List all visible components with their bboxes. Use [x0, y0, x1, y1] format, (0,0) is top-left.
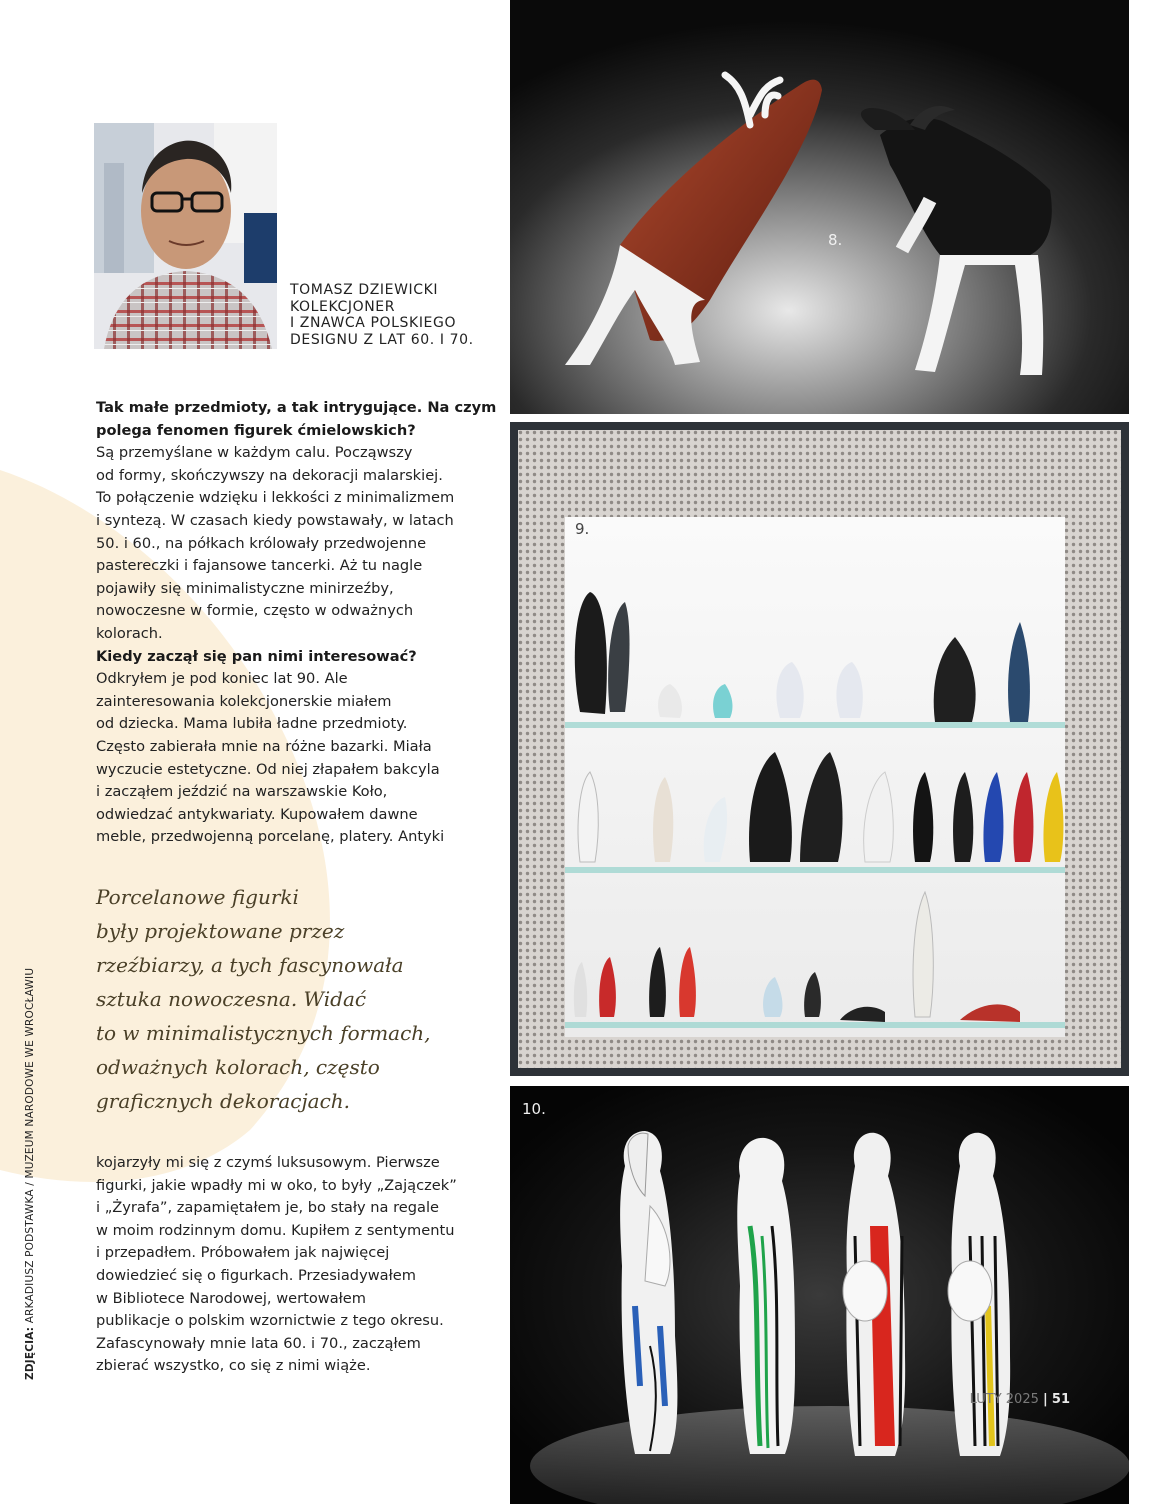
- body-line: Często zabierała mnie na różne bazarki. Miała: [96, 737, 432, 755]
- body-line: meble, przedwojenną porcelanę, platery. Antyki: [96, 828, 445, 846]
- photo-four-women-figurines: [510, 1086, 1129, 1504]
- collector-portrait-photo: [94, 123, 277, 349]
- body-line: nowoczesne w formie, często w odważnych: [96, 602, 414, 620]
- body-line: wyczucie estetyczne. Od niej złapałem bakcyla: [96, 760, 440, 778]
- body-line: 50. i 60., na półkach królowały przedwojenne: [96, 534, 427, 552]
- body-line: Odkryłem je pod koniec lat 90. Ale: [96, 670, 348, 688]
- caption-line: KOLEKCJONER: [290, 298, 396, 315]
- page-number: 51: [1051, 1392, 1070, 1407]
- body-line: i zacząłem jeździć na warszawskie Koło,: [96, 783, 388, 801]
- body-line: pastereczki i fajansowe tancerki. Aż tu nagle: [96, 557, 423, 575]
- page-folio: [970, 1392, 1070, 1407]
- body-line: Zafascynowały mnie lata 60. i 70., zacząłem: [96, 1334, 421, 1352]
- body-line: odwiedzać antykwariaty. Kupowałem dawne: [96, 805, 418, 823]
- interview-question: Tak małe przedmioty, a tak intrygujące. Na czym: [96, 399, 497, 416]
- body-line: zainteresowania kolekcjonerskie miałem: [96, 692, 392, 710]
- body-line: zbierać wszystko, co się z nimi wiąże.: [96, 1357, 371, 1375]
- pull-quote: [96, 880, 431, 1118]
- pull-quote-line: graficznych dekoracjach.: [96, 1089, 351, 1113]
- pull-quote-line: były projektowane przez: [96, 919, 345, 943]
- body-line: pojawiły się minimalistyczne minirzeźby,: [96, 579, 394, 597]
- photo-display-cabinet: [510, 422, 1129, 1076]
- pull-quote-line: rzeźbiarzy, a tych fascynowała: [96, 953, 404, 977]
- photo-deer-figurines: [510, 0, 1129, 414]
- interview-question: polega fenomen figurek ćmielowskich?: [96, 421, 416, 439]
- body-line: i przepadłem. Próbowałem jak najwięcej: [96, 1244, 390, 1262]
- body-line: i syntezą. W czasach kiedy powstawały, w latach: [96, 511, 454, 529]
- body-line: kojarzyły mi się z czymś luksusowym. Pierwsze: [96, 1154, 440, 1171]
- pull-quote-line: sztuka nowoczesna. Widać: [96, 987, 367, 1011]
- caption-line: I ZNAWCA POLSKIEGO: [290, 315, 457, 331]
- body-line: dowiedzieć się o figurkach. Przesiadywałem: [96, 1266, 416, 1284]
- body-line: Są przemyślane w każdym calu. Począwszy: [96, 444, 413, 462]
- body-line: kolorach.: [96, 624, 163, 642]
- body-line: publikacje o polskim wzornictwie z tego okresu.: [96, 1312, 444, 1330]
- body-line: w moim rodzinnym domu. Kupiłem z sentymentu: [96, 1221, 455, 1239]
- caption-line: TOMASZ DZIEWICKI: [290, 282, 439, 298]
- caption-line: DESIGNU Z LAT 60. I 70.: [290, 331, 474, 348]
- article-body-top: [96, 397, 497, 849]
- interview-question: Kiedy zaczął się pan nimi interesować?: [96, 647, 417, 665]
- body-line: od dziecka. Mama lubiła ładne przedmioty.: [96, 715, 408, 733]
- photo-credit: ZDJĘCIA: ARKADIUSZ PODSTAWKA / MUZEUM NARODOWE WE WROCŁAWIU: [24, 967, 36, 1380]
- folio-separator: |: [1043, 1392, 1048, 1407]
- photo-number-8: 8.: [828, 231, 843, 249]
- body-line: w Bibliotece Narodowej, wertowałem: [96, 1289, 366, 1307]
- body-line: figurki, jakie wpadły mi w oko, to były „Zajączek”: [96, 1176, 457, 1194]
- portrait-caption: [290, 282, 474, 348]
- photo-number-10: 10.: [522, 1100, 546, 1118]
- issue-date: LUTY 2025: [969, 1392, 1039, 1407]
- body-line: i „Żyrafa”, zapamiętałem je, bo stały na regale: [96, 1199, 440, 1217]
- pull-quote-line: Porcelanowe figurki: [96, 885, 299, 909]
- pull-quote-line: to w minimalistycznych formach,: [96, 1021, 431, 1045]
- photo-number-9: 9.: [575, 520, 590, 538]
- pull-quote-line: odważnych kolorach, często: [96, 1055, 380, 1079]
- body-line: To połączenie wdzięku i lekkości z minimalizmem: [96, 489, 455, 507]
- article-body-bottom: [96, 1152, 466, 1378]
- body-line: od formy, skończywszy na dekoracji malarskiej.: [96, 466, 443, 484]
